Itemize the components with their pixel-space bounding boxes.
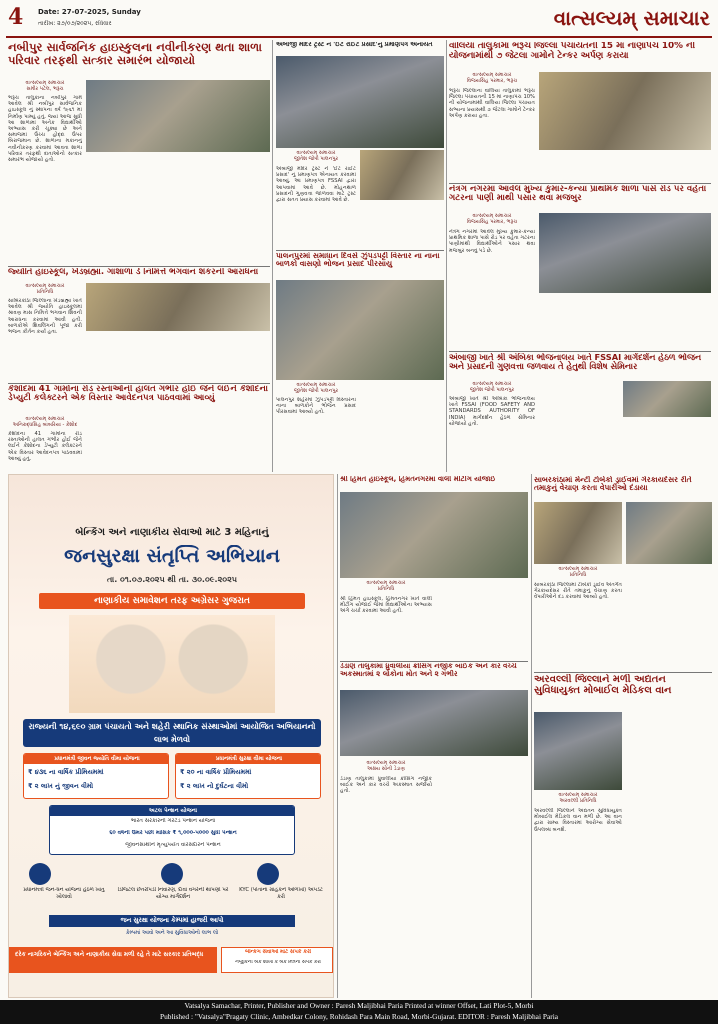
photo-a1-school-event xyxy=(86,80,270,152)
photo-a2-children xyxy=(86,283,270,331)
photo-a6-tanker-ceremony xyxy=(539,72,711,150)
photo-a8-seminar xyxy=(623,381,711,417)
body-a6: ભરૂચ જિલ્લાના વાલિયા તાલુકામાં ભરૂચ જિલ્લા પંચાયતની 15 માં નાણાપંચ 10% ની યોજનામાંથી વાલિયા જિલ્લા પંચાયત સભ્યના પ્રયાસથી ૭ જેટલા ગામોને ટેન્કર અર્પણ કરાયા હતા. xyxy=(449,88,535,119)
ad-scheme2 xyxy=(175,753,321,799)
photo-a9-meeting xyxy=(340,492,528,578)
date-gujarati: તારીખ: ૨૭/૦૭/૨૦૨૫, રવિવાર xyxy=(38,20,112,27)
body-a9: શ્રી હિંમત હાઇસ્કૂલ, હિંમતનગર ખાતે વાલી મીટીંગ યોજાઈ જેમાં વિદ્યાર્થીઓના અભ્યાસ અંગે ચર્ચા કરવામાં આવી હતી. xyxy=(340,596,432,615)
photo-a5-children-meal xyxy=(276,280,444,380)
body-a6-col3 xyxy=(627,152,711,182)
headline-a7: નેત્રંગ નગરમાં આવેલ મુખ્ય કુમાર-કન્યા પ્રાથમિક શાળા પાસે રોડ પર વહેતા ગટરના પાણી માથી પસાર થવા મજબુર xyxy=(449,185,707,204)
pension-line1: ભારત સરકારની ગેરંટેડ પેન્શન યોજના xyxy=(130,818,216,824)
headline-a6: વાલિયા તાલુકામાં ભરૂચ જિલ્લા પંચાયતની 15 માં નાણાપંચ 10% ની યોજનામાંથી ૭ જેટલા ગામોને ટેન્કર અર્પણ કરાયા xyxy=(449,42,696,61)
body-a1-col3 xyxy=(180,156,270,266)
headline-a3: કેશોદમાં 41 ગામોના રોડ રસ્તાઓની હાલત ગંભીર હોઈ જેને લઈને કેશોદના ડેપ્યુટી કલેક્ટરને એક વિસ્તાર આવેદનપત્ર પાઠવવામાં આવ્યું xyxy=(8,385,268,404)
ad-ribbon: નાણાકીય સમાવેશન તરફ અગ્રેસર ગુજરાત xyxy=(39,593,305,609)
ad-footer-note: કેમ્પમાં આવો અને આ સુવિધાઓનો લાભ લો xyxy=(125,930,219,936)
body-a8: અંબાજી ખાતે શ્રી અંબિકા ભોજનાલય ખાતે FSSAI (FOOD SAFETY AND STANDARDS AUTHORITY OF INDIA) માર્ગદર્શન હેઠળ સેમિનાર યોજાયો હતો. xyxy=(449,396,535,427)
scheme1-line1: ₹ ૪૩૬ ના વાર્ષિક પ્રીમિયમમાં xyxy=(28,768,104,776)
divider-a11 xyxy=(340,661,528,662)
body-a7-col2 xyxy=(539,296,623,350)
headline-a2: જ્યોતિ હાઇસ્કૂલ, ખેડબ્રહ્મા. ગૌશાળા ડે નિમિત્તે ભગવાન શંકરની આરાધના xyxy=(8,268,259,277)
body-a7: નેત્રંગ નગરમાં આવેલ મુખ્ય કુમાર-કન્યા પ્રાથમિક શાળા પાસે રોડ પર વહેતા ગટરના પાણીમાંથી વિદ્યાર્થીઓને પસાર થવા મજબુર બનવું પડે છે. xyxy=(449,229,535,254)
body-a11-col2 xyxy=(436,760,528,998)
column-rule-3 xyxy=(337,474,338,998)
headline-a9: શ્રી હિંમત હાઇસ્કૂલ, હિંમતનગરમાં વાલી મીટીંગ યોજાઈ xyxy=(340,476,496,483)
photo-a4-certificate xyxy=(360,150,444,200)
ad-benefit2: ડિજિટલ છેતરપિંડી નિવારણ, દાવા વગરની થાપણો પર યોગ્ય માર્ગદર્શન xyxy=(117,887,229,900)
byline-a11: વાત્સલ્યમ્ સમાચાર અક્ષય સોની ડેડાણ xyxy=(366,760,406,772)
headline-a10: સાબરકાંઠામાં મેન્ટી ટોબેકો ડ્રાઈવમાં ગેરકાયદેસર રીતે તમાકુનું વેચાણ કરતા વેપારીઓ દંડાયા xyxy=(534,476,692,493)
headline-a12: અરવલ્લી જિલ્લાને મળી અદ્યતન સુવિધાયુક્ત મોબાઈલ મેડિકલ વાન xyxy=(534,674,672,696)
ad-kyc-icon xyxy=(257,863,279,885)
header-divider xyxy=(6,36,712,38)
divider-a8 xyxy=(449,351,711,352)
body-a5: પાલનપુર શહેરમાં ઝુંપડપટ્ટી વિસ્તારના નાના બાળકોને ભોજન પ્રસાદ પીરસવામાં આવ્યો હતો. xyxy=(276,397,356,416)
byline-a4: વાત્સલ્યમ્ સમાચાર જીતેશ જોષી પાલનપુર xyxy=(293,150,339,162)
body-a7-col3 xyxy=(627,296,711,350)
body-a3-col3 xyxy=(180,416,270,471)
headline-a1: નબીપુર સાર્વજનિક હાઇસ્કુલના નવીનીકરણ થતા શાળા પરિવાર તરફથી સત્કાર સમારંભ યોજાયો xyxy=(8,41,262,67)
body-a4: અંબાજી મંદિર ટ્રસ્ટ ને 'ઈટ રાઈટ પ્રસાદ' નું પ્રમાણપત્ર એનાયત કરવામાં આવ્યું. આ પ્રમાણપત્ર FSSAI દ્વારા આપવામાં આવે છે. મોહનથાળ પ્રસાદની ગુણવત્તા જાળવવા માટે ટ્રસ્ટ દ્વારા સતત પ્રયાસ કરવામાં આવે છે. xyxy=(276,166,356,204)
scheme2-title: પ્રધાનમંત્રી સુરક્ષા વીમા યોજના xyxy=(176,754,321,764)
ad-title: જનસુરક્ષા સંતૃપ્તિ અભિયાન xyxy=(64,545,280,567)
byline-a7: વાત્સલ્યમ્ સમાચાર વિજયસિંહ પરમાર, ભરૂચ xyxy=(466,213,518,225)
byline-a1: વાત્સલ્યમ્ સમાચાર સમીર પટેલ, ભરૂચ xyxy=(25,80,65,92)
scheme1-line2: ₹ ૨ લાખ નું જીવન વીમો xyxy=(28,782,94,790)
ad-footer-band: જન સુરક્ષા યોજના કેમ્પમાં હાજરી આપો xyxy=(49,915,295,927)
byline-a6: વાત્સલ્યમ્ સમાચાર વિજયસિંહ પરમાર, ભરૂચ xyxy=(466,72,518,84)
footer-line-2: Published : "Vatsalya"Pragaty Clinic, Ambedkar Colony, Rohidash Para Main Road, Morbi-Gujarat. EDITOR : Paresh Maljibhai Paria xyxy=(159,1012,559,1021)
headline-a8: અંબાજી ખાતે શ્રી અંબિકા ભોજનાલય ખાતે FSSAI માર્ગદર્શન હેઠળ ભોજન અને પ્રસાદની ગુણવત્તા જળવાય તે હેતુથી વિશેષ સેમિનાર xyxy=(449,353,702,372)
ad-panchayat-line: રાજ્યની ૧૪,૬૯૦ ગ્રામ પંચાયતો અને શહેરી સ્થાનિક સંસ્થાઓમાં આયોજિત અભિયાનનો લાભ મેળવો xyxy=(23,719,321,747)
body-a8-col2 xyxy=(539,381,619,472)
byline-a3: વાત્સલ્યમ્ સમાચાર અનિરુદ્ધસિંહ બાબરિયા - કેશોદ xyxy=(12,416,78,428)
headline-a4: અંબાજી મંદિર ટ્રસ્ટ ને 'ઈટ રાઈટ પ્રસાદ'નું પ્રમાણપત્ર એનાયત xyxy=(276,42,433,48)
ad-cta: દરેક નાગરિકને બેન્કિંગ અને નાણાકીય સેવા મળી રહે તે માટે સરકાર પ્રતિબદ્ધ xyxy=(9,947,217,973)
scheme2-line1: ₹ ૨૦ ના વાર્ષિક પ્રીમિયમમાં xyxy=(180,768,252,776)
photo-a10-raid xyxy=(534,502,622,564)
footer-line-1: Vatsalya Samachar, Printer, Publisher and Owner : Paresh Maljibhai Paria Printed at winner Offset, Lati Plot-5, Morbi xyxy=(184,1001,534,1010)
ad-dates: તા. ૦૧.૦૭.૨૦૨૫ થી તા. ૩૦.૦૯.૨૦૨૫ xyxy=(106,575,238,584)
column-rule-4 xyxy=(531,474,532,998)
ad-side-text: નજીકની બેંક શાખા કે બેંક મિત્રનો સંપર્ક કરો xyxy=(235,960,321,965)
footer-imprint xyxy=(0,1000,718,1024)
photo-a11-accident xyxy=(340,690,528,756)
ad-pension-box xyxy=(49,805,295,855)
divider-a3 xyxy=(8,383,270,384)
body-a3-col2 xyxy=(86,416,176,471)
masthead-title: વાત્સલ્યમ્‌ સમાચાર xyxy=(553,6,710,30)
jansuraksha-ad xyxy=(8,474,334,998)
body-a12: અરવલ્લી જિલ્લાને અદ્યતન સુવિધાયુક્ત મોબાઈલ મેડિકલ વાન મળી છે. આ વાન દ્વારા ગ્રામ્ય વિસ્તારમાં આરોગ્ય સેવાઓ ઉપલબ્ધ બનશે. xyxy=(534,808,622,833)
photo-a12-medical-van xyxy=(534,712,622,790)
ad-bank-icon xyxy=(29,863,51,885)
body-a5-col2 xyxy=(360,382,444,471)
body-a1-col2 xyxy=(86,156,176,266)
ad-scheme1 xyxy=(23,753,169,799)
ad-shield-icon xyxy=(161,863,183,885)
body-a1: ભરૂચ તાલુકાના નબીપુર ગામે આવેલ શ્રી નબીપુર સાર્વજનિક હાઇસ્કૂલ નું સ્થાપના વર્ષ ૧૯૬૧ માં નિર્માણ પામ્યું હતું. જ્યાં આજ સુધી આ શાળામાં અનેક વિદ્યાર્થીઓ અભ્યાસ કરી ચૂક્યા છે અને સમાજમાં ઉચ્ચ હોદ્દા ઉપર બિરાજમાન છે. શાળાના મકાનનું નવીનીકરણ કરવામાં આવતા શાળા પરિવાર તરફથી દાતાઓનો સત્કાર સમારંભ યોજાયો હતો. xyxy=(8,95,82,164)
divider-a2 xyxy=(8,266,270,267)
ad-side-box xyxy=(221,947,333,973)
byline-a2: વાત્સલ્યમ્ સમાચાર પ્રતિનિધિ xyxy=(25,283,65,295)
body-a10-col2 xyxy=(626,566,712,670)
body-a11: ડેડાણ તાલુકામાં ધ્રુવાલીયા ક્રોસિંગ નજીક બાઈક અને કાર વચ્ચે અકસ્માત સર્જાયો હતો. xyxy=(340,776,432,795)
pension-title: અટલ પેન્શન યોજના xyxy=(50,806,295,816)
byline-a10: વાત્સલ્યમ્ સમાચાર પ્રતિનિધિ xyxy=(558,566,598,578)
body-a6-col2 xyxy=(539,152,623,182)
body-a2-col3 xyxy=(180,335,270,381)
ad-top-line: બેન્કિંગ અને નાણાકીય સેવાઓ માટે 3 મહિનાનું xyxy=(75,527,269,538)
photo-a4-kitchen xyxy=(276,56,444,148)
pension-line2: ૬૦ વર્ષની ઉંમર પછી માસિક ₹ ૧,૦૦૦-૫૦૦૦ સુધી પેન્શન xyxy=(109,830,237,836)
body-a9-col2 xyxy=(436,580,528,658)
body-a4-col2 xyxy=(360,204,444,248)
byline-a12: વાત્સલ્યમ્ સમાચાર અરવલ્લી પ્રતિનિધિ xyxy=(558,792,598,804)
date-line: Date: 27-07-2025, Sunday xyxy=(38,8,141,16)
scheme2-line2: ₹ ૨ લાખ નો દુર્ઘટના વીમો xyxy=(180,782,249,790)
body-a2-col2 xyxy=(86,335,176,381)
ad-side-title: બેન્કિંગ સેવાઓ માટે સંપર્ક કરો xyxy=(244,949,312,955)
photo-a10-shop xyxy=(626,502,712,564)
ad-leaders-photo xyxy=(69,615,275,713)
body-a3: કેશોદના 41 ગામોના રોડ રસ્તાઓની હાલત ગંભીર હોઈ જેને લઈને કેશોદના ડેપ્યુટી કલેક્ટરને એક વિસ્તાર આવેદનપત્ર પાઠવવામાં આવ્યું હતું. xyxy=(8,431,82,462)
ad-benefit3: KYC (પોતાના ગ્રાહકને ઓળખો) અપડેટ કરો xyxy=(239,887,323,900)
pension-line3: જીવનસાથીને મૃત્યુપર્યંત વારસદારને પેન્શન xyxy=(125,842,221,848)
byline-a9: વાત્સલ્યમ્ સમાચાર પ્રતિનિધિ xyxy=(366,580,406,592)
body-a2: સાબિરકાંઠા જિલ્લાના ખેડબ્રહ્મા ખાતે આવેલ શ્રી જ્યોતિ હાઇસ્કૂલમાં શ્રાવણ માસ નિમિત્તે ભગવાન શિવની આરાધના કરવામાં આવી હતી. બાળકોએ શિવલિંગની પૂજા કરી ભજન કીર્તન કર્યા હતા. xyxy=(8,298,82,336)
divider-a12 xyxy=(534,672,712,673)
headline-a5: પાલનપુરમાં સમાધાન દિવસે ઝુંપડપટ્ટી વિસ્તાર ના નાના બાળકો વાસણો ભોજન પ્રસાદ પીરસાયુ xyxy=(276,252,440,269)
byline-a5: વાત્સલ્યમ્ સમાચાર જીતેશ જોષી પાલનપુર xyxy=(293,382,339,394)
byline-a8: વાત્સલ્યમ્ સમાચાર જીતેશ જોષી પાલનપુર xyxy=(469,381,515,393)
column-rule-2 xyxy=(446,40,447,472)
headline-a11: ડેડાણ તાલુકામાં ધ્રુવાલીયા ક્રોસિંગ નજીક બાઈક અને કાર વચ્ચે અકસ્માતમાં ૨ લોકોના મોત અને ૨ ગંભીર xyxy=(340,663,517,678)
page-header xyxy=(0,0,718,40)
column-rule-1 xyxy=(272,40,273,472)
body-a12-col2 xyxy=(626,712,712,998)
divider-a5 xyxy=(276,250,444,251)
body-a8-col3 xyxy=(623,420,711,472)
body-a10: સાબરકાંઠા જિલ્લામાં ટોબેકો ડ્રાઈવ અંતર્ગત ગેરકાયદેસર રીતે તમાકુનું વેચાણ કરતા વેપારીઓને દંડ કરવામાં આવ્યો હતો. xyxy=(534,582,622,601)
ad-benefit1: પ્રધાનમંત્રી જન-ધન યોજના હેઠળ ખાતું ખોલાવો xyxy=(23,887,105,900)
divider-a7 xyxy=(449,183,711,184)
page-number: 4 xyxy=(8,4,24,30)
photo-a7-street xyxy=(539,213,711,293)
scheme1-title: પ્રધાનમંત્રી જીવન જ્યોતિ વીમા યોજના xyxy=(24,754,169,764)
